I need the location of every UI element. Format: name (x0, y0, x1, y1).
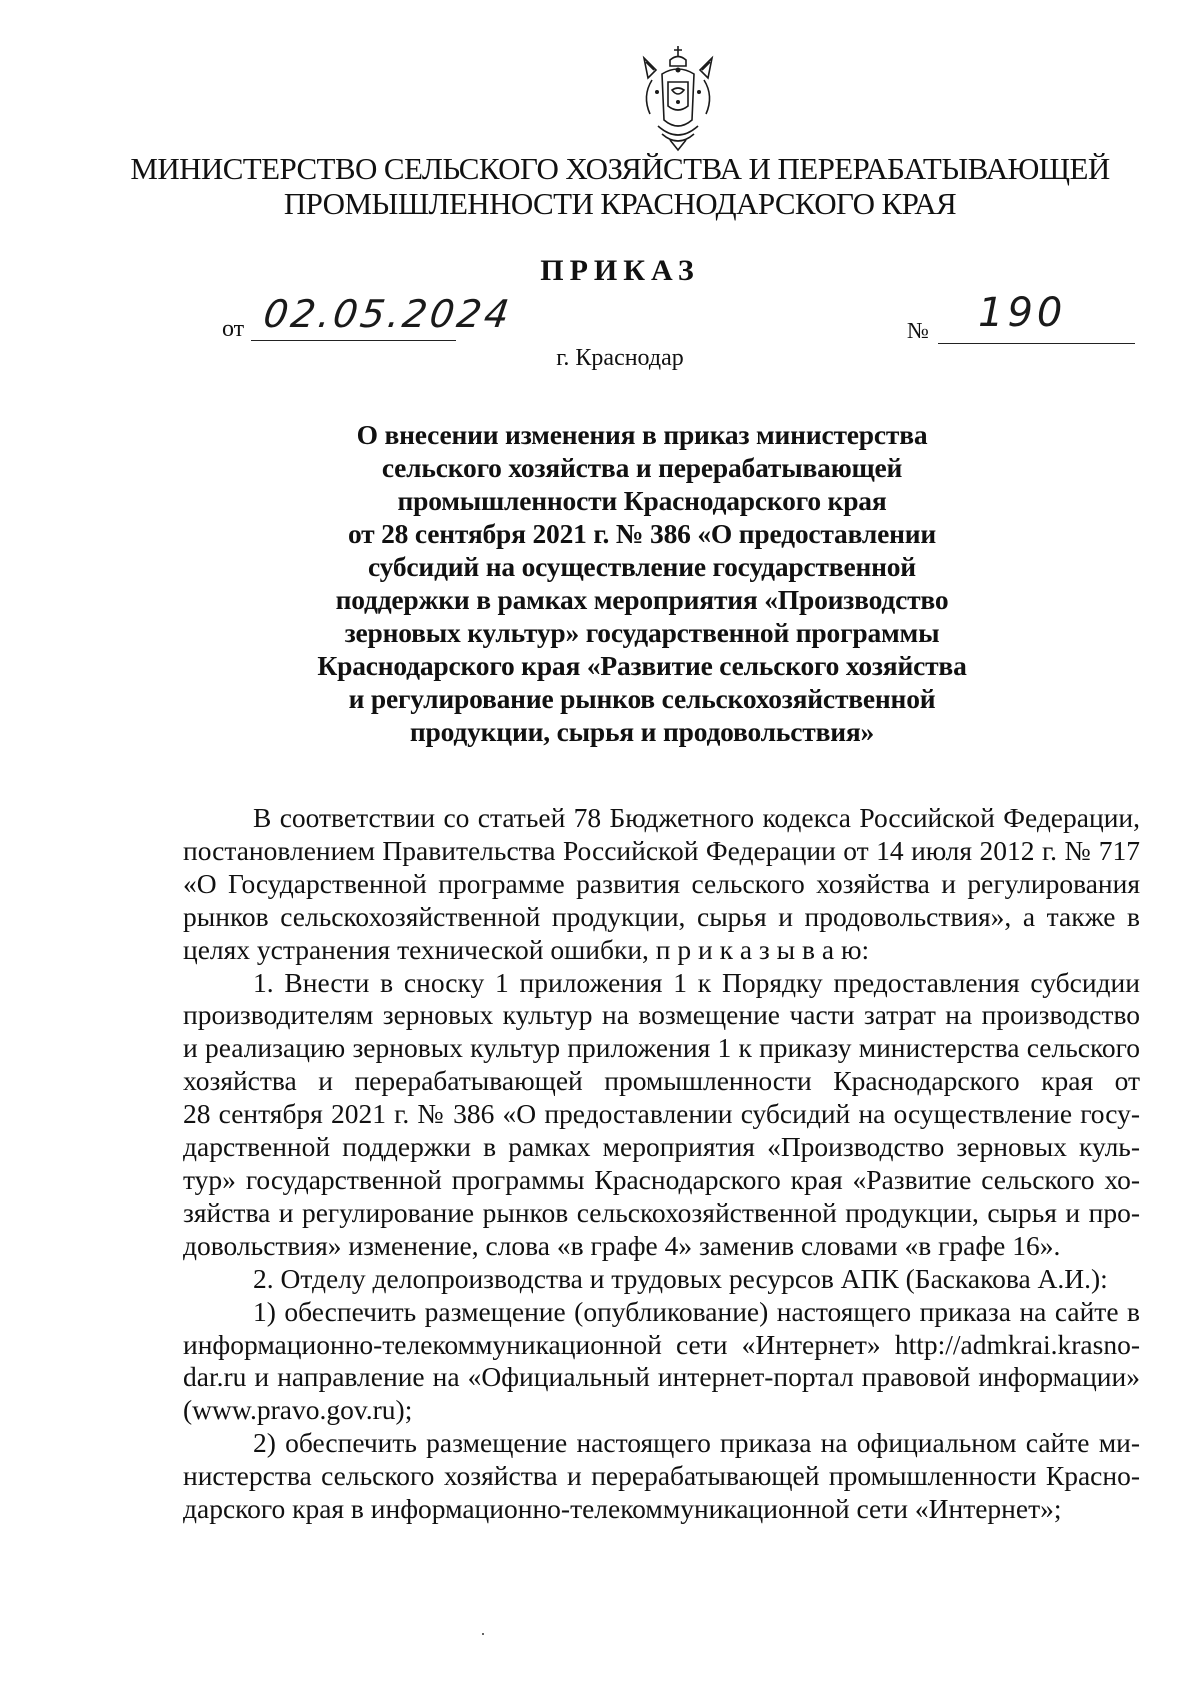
ministry-name-line-2: ПРОМЫШЛЕННОСТИ КРАСНОДАРСКОГО КРАЯ (283, 186, 957, 221)
handwritten-date: 02.05.2024 (260, 292, 515, 336)
scan-speck (482, 1633, 484, 1635)
title-line: продукции, сырья и продовольствия» (409, 716, 875, 747)
body-line: тур» государственной программы Краснодарского края «Развитие сельского хо- (183, 1163, 1140, 1195)
body-line: нистерства сельского хозяйства и перерабатывающей промышленности Красно- (183, 1460, 1140, 1492)
body-line: 28 сентября 2021 г. № 386 «О предоставлении субсидий на осуществление госу- (183, 1098, 1140, 1130)
body-line: постановлением Правительства Российской Федерации от 14 июля 2012 г. № 717 (183, 834, 1140, 866)
title-line: промышленности Краснодарского края (397, 485, 887, 516)
body-line: информационно-телекоммуникационной сети «Интернет» http://admkrai.krasno- (183, 1328, 1140, 1360)
ministry-name-line-1: МИНИСТЕРСТВО СЕЛЬСКОГО ХОЗЯЙСТВА И ПЕРЕРАБАТЫВАЮЩЕЙ (130, 151, 1110, 186)
title-line: Краснодарского края «Развитие сельского хозяйства (317, 650, 967, 681)
document-title (300, 418, 984, 748)
body-line: рынков сельскохозяйственной продукции, сырья и продовольствия», а также в (183, 900, 1140, 932)
date-underline (251, 340, 456, 341)
city-label: г. Краснодар (556, 345, 684, 371)
title-line: сельского хозяйства и перерабатывающей (381, 452, 903, 483)
body-line: хозяйства и перерабатывающей промышленности Краснодарского края от (183, 1065, 1140, 1097)
body-line: 2) обеспечить размещение настоящего приказа на официальном сайте ми- (253, 1427, 1140, 1459)
title-line: О внесении изменения в приказ министерства (356, 419, 928, 450)
body-line: дарского края в информационно-телекоммуникационной сети «Интернет»; (183, 1493, 1062, 1525)
body-line: довольствия» изменение, слова «в графе 4» заменив словами «в графе 16». (183, 1229, 1061, 1261)
number-underline (938, 343, 1135, 344)
title-line: поддержки в рамках мероприятия «Производство (335, 584, 949, 615)
handwritten-order-number: 190 (978, 290, 1067, 336)
body-line: «О Государственной программе развития сельского хозяйства и регулирования (183, 867, 1140, 899)
body-line: 1. Внести в сноску 1 приложения 1 к Порядку предоставления субсидии (253, 966, 1140, 998)
document-type-heading: ПРИКАЗ (540, 254, 700, 287)
body-line: зяйства и регулирование рынков сельскохозяйственной продукции, сырья и про- (183, 1196, 1140, 1228)
body-line: целях устранения технической ошибки, п р и к а з ы в а ю: (183, 933, 870, 965)
body-line: dar.ru и направление на «Официальный интернет-портал правовой информации» (183, 1361, 1140, 1393)
title-line: и регулирование рынков сельскохозяйственной (348, 683, 936, 714)
title-line: субсидий на осуществление государственной (368, 551, 916, 582)
body-line: (www.pravo.gov.ru); (183, 1394, 413, 1426)
body-line: В соответствии со статьей 78 Бюджетного кодекса Российской Федерации, (253, 802, 1140, 833)
body-line: 2. Отделу делопроизводства и трудовых ресурсов АПК (Баскакова А.И.): (253, 1262, 1108, 1294)
document-body (183, 802, 1140, 1526)
body-line: производителям зерновых культур на возмещение части затрат на производство (183, 999, 1140, 1031)
body-line: и реализацию зерновых культур приложения 1 к приказу министерства сельского (183, 1032, 1140, 1064)
coat-of-arms-icon (632, 40, 724, 152)
number-prefix-label: № (907, 318, 929, 343)
date-prefix-label: от (222, 316, 245, 342)
body-line: 1) обеспечить размещение (опубликование) настоящего приказа на сайте в (253, 1295, 1140, 1327)
title-line: от 28 сентября 2021 г. № 386 «О предоставлении (347, 518, 937, 549)
body-line: дарственной поддержки в рамках мероприятия «Производство зерновых куль- (183, 1131, 1140, 1163)
title-line: зерновых культур» государственной программы (344, 617, 940, 648)
